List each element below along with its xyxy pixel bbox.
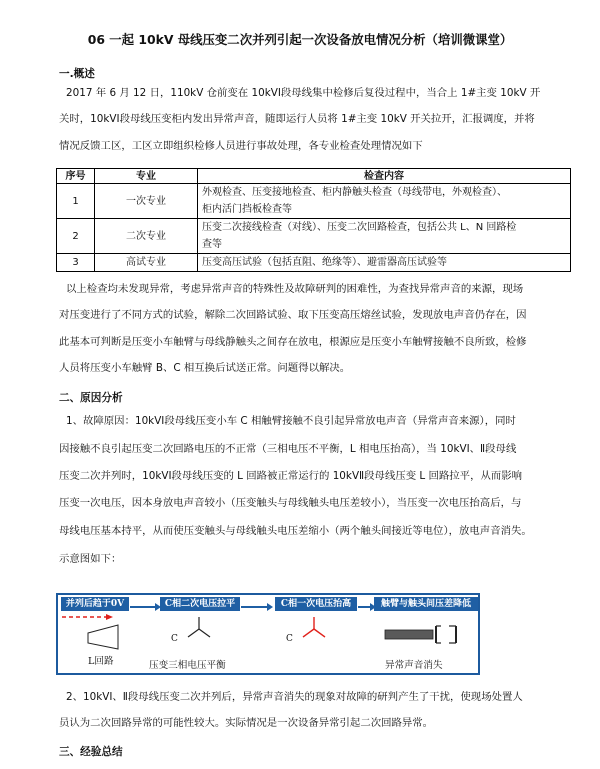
diagram-tag: 触臂与触头间压差降低 <box>374 597 478 611</box>
l-loop-label: L回路 <box>88 656 114 667</box>
phase-c-label: C <box>171 634 178 644</box>
arrow-right-icon <box>155 603 161 611</box>
note-line: 2、10kVⅠ、Ⅱ段母线压变二次并列后，异常声音消失的现象对故障的研判产生了干扰，使现场处置人 <box>66 691 523 703</box>
arrow-right-icon <box>370 603 376 611</box>
table-header-major: 专业 <box>95 169 198 184</box>
table-cell-content <box>198 184 571 219</box>
content-line: 外观检查、压变接地检查、柜内静触头检查（母线带电，外观检查）、 <box>202 187 507 198</box>
note-line: 员认为二次回路异常的可能性较大。实际情况是一次设备异常引起二次回路异常。 <box>59 717 434 729</box>
table-header-no: 序号 <box>57 169 95 184</box>
table-cell-major: 一次专业 <box>95 184 198 219</box>
diagram-tag: C相二次电压拉平 <box>160 597 240 611</box>
table-row <box>57 219 571 254</box>
body-line: 人员将压变小车触臂 B、C 相互换后试送正常。问题得以解决。 <box>59 362 351 374</box>
balance-label: 压变三相电压平衡 <box>149 660 226 671</box>
table-row <box>57 254 571 272</box>
section-heading-overview: 一.概述 <box>59 68 95 80</box>
overview-line: 关时，10kVⅠ段母线压变柜内发出异常声音，随即运行人员将 1#主变 10kV 开关拉开，汇报调度，并将 <box>59 113 535 125</box>
overview-line: 情况反馈工区，工区立即组织检修人员进行事故处理，各专业检查处理情况如下 <box>59 140 423 152</box>
content-line: 查等 <box>202 239 222 250</box>
wye-balanced-icon <box>188 617 210 637</box>
table-cell-no: 3 <box>57 254 95 272</box>
body-line: 对压变进行了不同方式的试验，解除二次回路试验、取下压变高压熔丝试验，发现放电声音仍存在，因 <box>59 309 527 321</box>
phase-c-label: C <box>286 634 293 644</box>
l-loop-shape <box>88 625 118 649</box>
wye-raised-icon <box>303 617 325 637</box>
table-header-row <box>57 169 571 184</box>
section-heading-summary: 三、经验总结 <box>59 746 123 758</box>
overview-line: 2017 年 6 月 12 日，110kV 仓前变在 10kVⅠ段母线集中检修后复役过程中，当合上 1#主变 10kV 开 <box>66 87 541 99</box>
table-cell-no: 1 <box>57 184 95 219</box>
table-header-content: 检查内容 <box>198 169 571 184</box>
table-cell-content: 压变高压试验（包括直阻、绝缘等）、避雷器高压试验等 <box>198 254 571 272</box>
arrow-right-icon <box>267 603 273 611</box>
table-cell-major: 高试专业 <box>95 254 198 272</box>
diagram-tag: C相一次电压抬高 <box>275 597 357 611</box>
content-line: 压变二次接线检查（对线）、压变二次回路检查，包括公共 L、N 回路检 <box>202 222 517 233</box>
cause-line: 1、故障原因：10kVⅠ段母线压变小车 C 相触臂接触不良引起异常放电声音（异常声音来源），同时 <box>66 415 516 427</box>
cause-line: 压变二次并列时，10kVⅠ段母线压变的 L 回路被正常运行的 10kVⅡ段母线压变 L 回路拉平，从而影响 <box>59 470 523 482</box>
diagram-tag: 并列后趋于0V <box>61 597 129 611</box>
table-cell-major: 二次专业 <box>95 219 198 254</box>
cause-line: 因接触不良引起压变二次回路电压的不正常（三相电压不平衡，L 相电压抬高），当 10kVⅠ、Ⅱ段母线 <box>59 443 517 455</box>
schematic-diagram <box>56 593 480 675</box>
table-cell-content <box>198 219 571 254</box>
cause-line: 示意图如下： <box>59 553 122 565</box>
table-cell-no: 2 <box>57 219 95 254</box>
inspection-table <box>56 168 571 272</box>
cause-line: 压变一次电压，因本身放电声音较小（压变触头与母线触头电压差较小），当压变一次电压抬高后，与 <box>59 497 522 509</box>
arrow-head-icon <box>106 614 113 620</box>
page-title: 06 一起 10kV 母线压变二次并列引起一次设备放电情况分析（培训微课堂） <box>87 32 513 47</box>
content-line: 柜内活门挡板检查等 <box>202 204 292 215</box>
section-heading-cause: 二、原因分析 <box>59 392 123 404</box>
body-line: 此基本可判断是压变小车触臂与母线静触头之间存在放电，根源应是压变小车触臂接触不良所致，检修 <box>59 336 527 348</box>
cause-line: 母线电压基本持平，从而使压变触头与母线触头电压差缩小（两个触头间接近等电位），放电声音消失。 <box>59 525 532 537</box>
sound-gone-label: 异常声音消失 <box>385 660 443 671</box>
table-row <box>57 184 571 219</box>
contact-arm-shape <box>385 630 433 639</box>
body-line: 以上检查均未发现异常，考虑异常声音的特殊性及故障研判的困难性，为查找异常声音的来源，现场 <box>66 283 524 295</box>
